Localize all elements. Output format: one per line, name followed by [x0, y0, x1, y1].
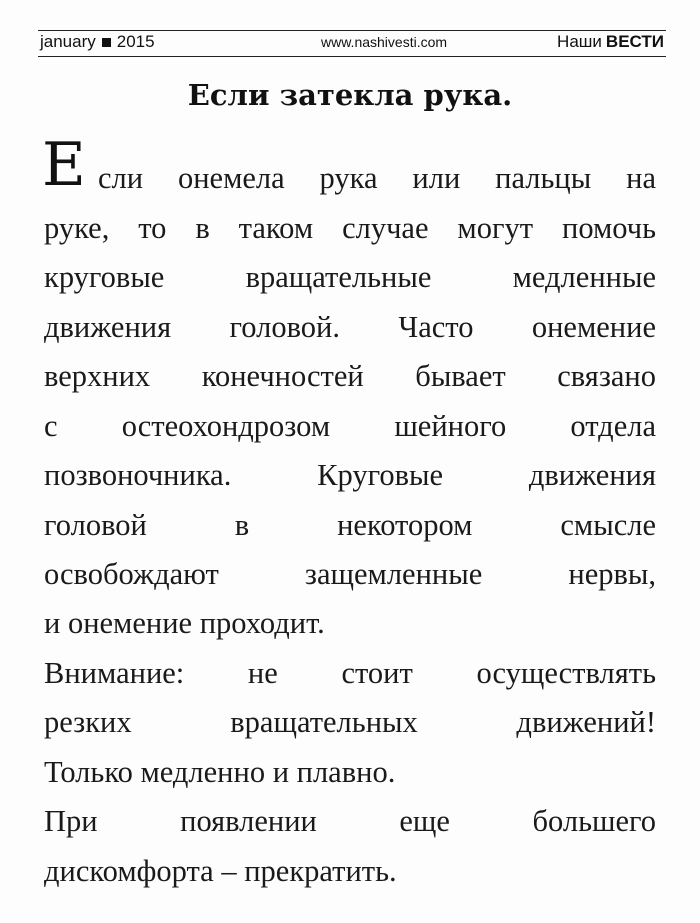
article-line: с остеохондрозом шейного отдела	[44, 409, 656, 443]
article-line: освобождают защемленные нервы,	[44, 557, 656, 591]
article-line: Только медленно и плавно.	[44, 755, 396, 789]
drop-cap-letter: Е	[42, 130, 86, 200]
article-title: Если затекла рука.	[187, 78, 513, 112]
website-url: www.nashivesti.com	[321, 34, 448, 50]
article-line: и онемение проходит.	[44, 606, 325, 640]
article-line: дискомфорта – прекратить.	[44, 854, 397, 888]
running-header	[38, 32, 666, 56]
article-line: движения головой. Часто онемение	[44, 310, 656, 344]
article-line: резких вращательных движений!	[44, 705, 656, 739]
header-bottom-rule	[38, 56, 666, 57]
brand-regular: Наши	[557, 32, 602, 51]
article-line: позвоночника. Круговые движения	[44, 458, 656, 492]
header-top-rule	[38, 30, 666, 31]
brand-bold: ВЕСТИ	[605, 32, 664, 51]
publication-brand	[557, 32, 664, 52]
issue-date	[40, 32, 155, 52]
issue-year: 2015	[116, 32, 155, 51]
article-line: При появлении еще большего	[44, 804, 656, 838]
article-line: сли онемела рука или пальцы на	[98, 161, 656, 195]
article-line: Внимание: не стоит осуществлять	[44, 656, 656, 690]
article-line: круговые вращательные медленные	[44, 260, 656, 294]
square-bullet-icon	[102, 38, 111, 47]
article-line: руке, то в таком случае могут помочь	[44, 211, 656, 245]
issue-month: january	[40, 32, 96, 51]
article-line: головой в некотором смысле	[44, 508, 656, 542]
article-line: верхних конечностей бывает связано	[44, 359, 656, 393]
